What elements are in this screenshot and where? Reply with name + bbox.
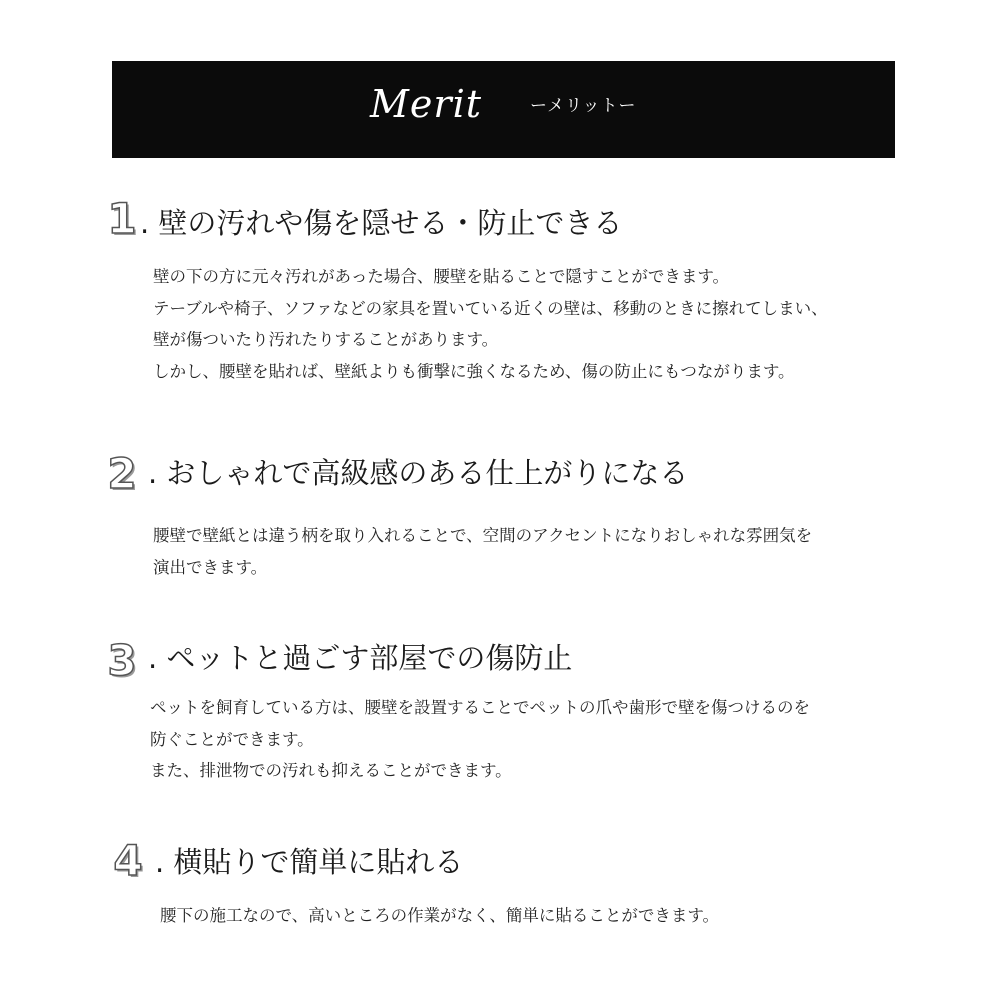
- section-3-number: 3: [107, 636, 137, 685]
- section-3-line: 防ぐことができます。: [150, 729, 314, 749]
- section-4-heading: . 横貼りで簡単に貼れる: [155, 845, 464, 879]
- section-1-line: 壁の下の方に元々汚れがあった場合、腰壁を貼ることで隠すことができます。: [153, 267, 730, 286]
- section-1-line: しかし、腰壁を貼れば、壁紙よりも衝撃に強くなるため、傷の防止にもつながります。: [153, 361, 795, 381]
- section-1-number: 1: [107, 194, 137, 243]
- section-2-number: 2: [107, 449, 137, 498]
- section-3-line: ペットを飼育している方は、腰壁を設置することでペットの爪や歯形で壁を傷つけるのを: [150, 698, 810, 717]
- section-1-line: テーブルや椅子、ソファなどの家具を置いている近くの壁は、移動のときに擦れてしまい、: [153, 298, 828, 318]
- section-1-body: [153, 261, 828, 387]
- section-2-line: 腰壁で壁紙とは違う柄を取り入れることで、空間のアクセントになりおしゃれな雰囲気を: [153, 526, 813, 545]
- section-2-body: [153, 520, 812, 583]
- section-1-heading: . 壁の汚れや傷を隠せる・防止できる: [140, 206, 623, 240]
- section-4-line: 腰下の施工なので、高いところの作業がなく、簡単に貼ることができます。: [160, 906, 720, 925]
- merit-banner: [112, 61, 895, 158]
- section-2-line: 演出できます。: [153, 557, 268, 577]
- section-3-body: [150, 692, 810, 787]
- section-3-heading: . ペットと過ごす部屋での傷防止: [148, 641, 573, 675]
- section-2-heading: . おしゃれで高級感のある仕上がりになる: [148, 456, 689, 490]
- section-4-number: 4: [113, 836, 143, 885]
- banner-subtitle: ーメリットー: [530, 96, 637, 116]
- banner-title: Merit: [370, 82, 482, 126]
- section-1-line: 壁が傷ついたり汚れたりすることがあります。: [153, 330, 499, 349]
- section-3-line: また、排泄物での汚れも抑えることができます。: [150, 761, 512, 780]
- section-4-body: [160, 900, 719, 932]
